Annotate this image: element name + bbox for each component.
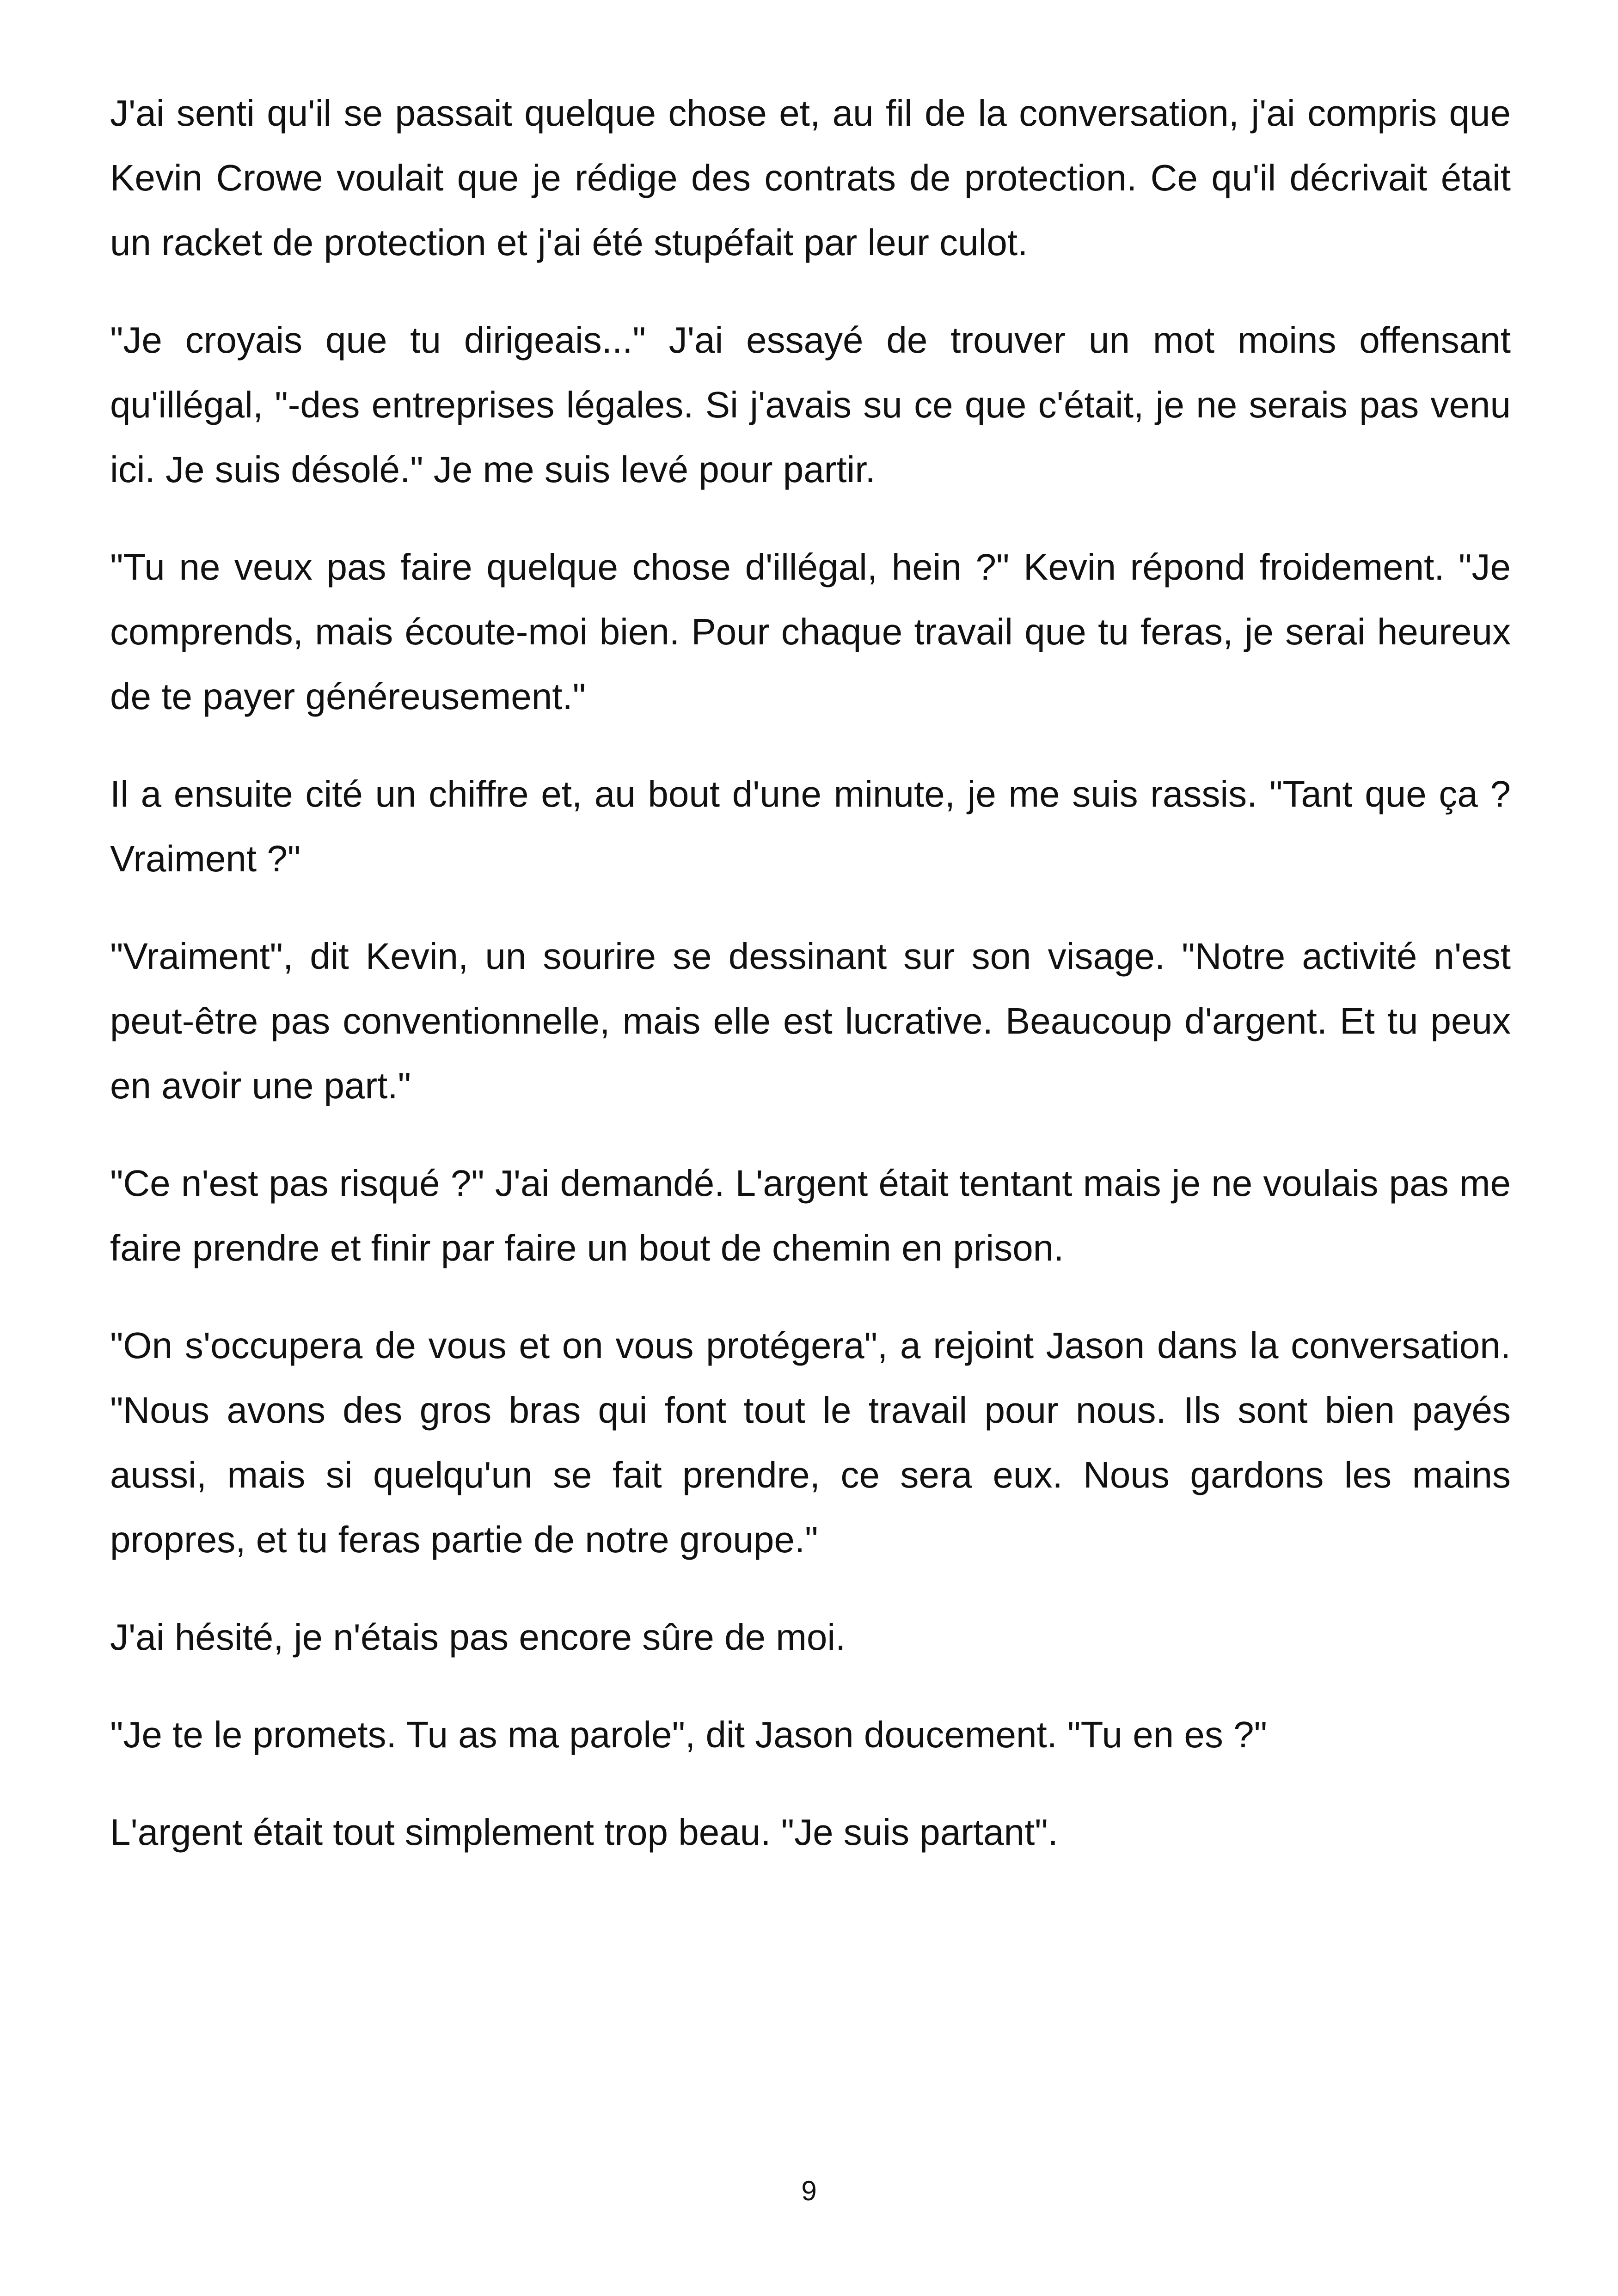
page-number: 9: [801, 2175, 817, 2206]
paragraph-9: "Je te le promets. Tu as ma parole", dit Jason doucement. "Tu en es ?": [110, 1714, 1268, 1755]
paragraph-5: "Vraiment", dit Kevin, un sourire se dessinant sur son visage. "Notre activité n'est peut-être pas conventionnelle, mais elle est lucrative. Beaucoup d'argent. Et tu peux en avoir une part.": [110, 936, 1511, 1106]
paragraph-3: "Tu ne veux pas faire quelque chose d'illégal, hein ?" Kevin répond froidement. "Je comprends, mais écoute-moi bien. Pour chaque travail que tu feras, je serai heureux de te payer généreusement.": [110, 546, 1511, 717]
paragraph-4: Il a ensuite cité un chiffre et, au bout d'une minute, je me suis rassis. "Tant que ça ? Vraiment ?": [110, 773, 1511, 879]
paragraph-8: J'ai hésité, je n'étais pas encore sûre de moi.: [110, 1616, 846, 1658]
paragraph-1: J'ai senti qu'il se passait quelque chose et, au fil de la conversation, j'ai compris que Kevin Crowe voulait que je rédige des contrats de protection. Ce qu'il décrivait était un racket de protection et j'ai été stupéfait par leur culot.: [110, 92, 1511, 263]
paragraph-10: L'argent était tout simplement trop beau. "Je suis partant".: [110, 1812, 1058, 1853]
paragraph-7: "On s'occupera de vous et on vous protégera", a rejoint Jason dans la conversation. "Nous avons des gros bras qui font tout le travail pour nous. Ils sont bien payés aussi, mais si quelqu'un se fait prendre, ce sera eux. Nous gardons les mains propres, et tu feras partie de notre groupe.": [110, 1325, 1511, 1560]
body-text: [110, 81, 1511, 1898]
paragraph-2: "Je croyais que tu dirigeais..." J'ai essayé de trouver un mot moins offensant qu'illégal, "-des entreprises légales. Si j'avais su ce que c'était, je ne serais pas venu ici. Je suis désolé." Je me suis levé pour partir.: [110, 319, 1511, 490]
paragraph-6: "Ce n'est pas risqué ?" J'ai demandé. L'argent était tentant mais je ne voulais pas me faire prendre et finir par faire un bout de chemin en prison.: [110, 1163, 1511, 1268]
